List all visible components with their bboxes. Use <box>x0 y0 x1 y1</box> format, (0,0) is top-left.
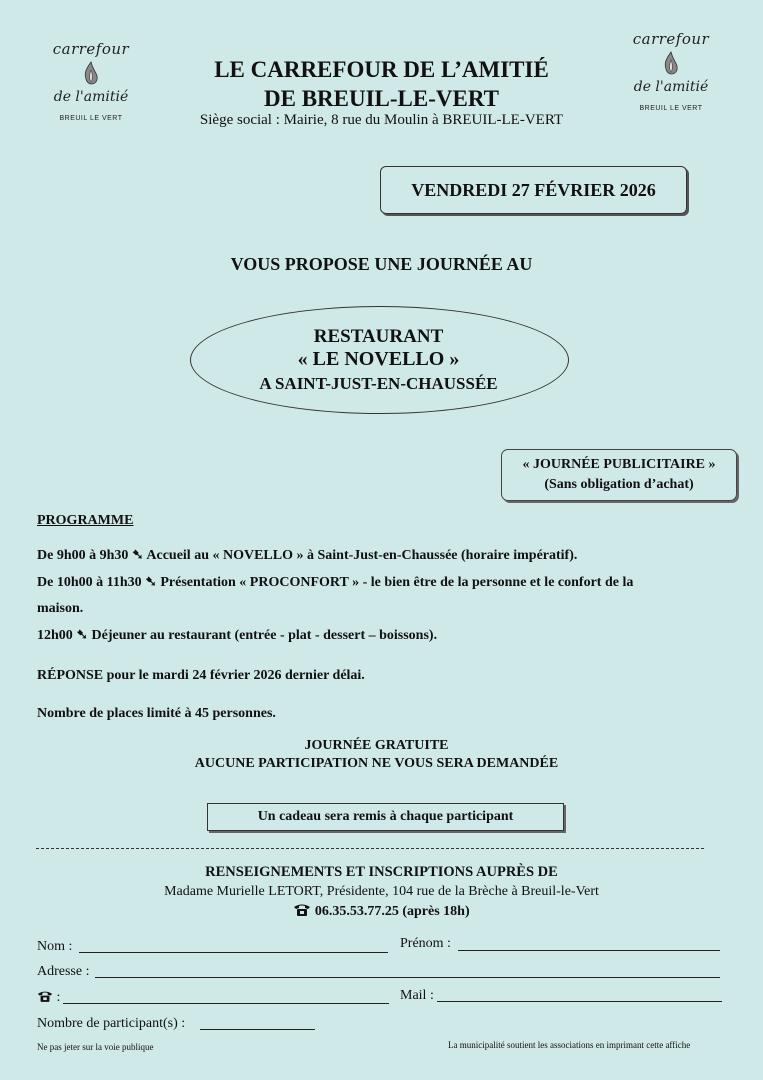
nom-label: Nom : <box>37 939 73 954</box>
nom-input-line[interactable] <box>79 952 388 953</box>
participants-label: Nombre de participant(s) : <box>37 1016 186 1031</box>
publicity-subtitle: (Sans obligation d’achat) <box>544 477 694 492</box>
programme-text: Déjeuner au restaurant (entrée - plat - dessert – boissons). <box>91 628 438 643</box>
response-deadline: RÉPONSE pour le mardi 24 février 2026 dernier délai. <box>37 668 365 683</box>
arrow-icon: ➷ <box>145 575 157 590</box>
publicity-title: « JOURNÉE PUBLICITAIRE » <box>522 457 716 472</box>
page-title-line1: LE CARREFOUR DE L’AMITIÉ <box>214 57 549 82</box>
adresse-label: Adresse : <box>37 964 90 979</box>
logo-text-bottom: de l'amitié <box>633 79 709 95</box>
programme-time: 12h00 <box>37 628 73 643</box>
logo-text-bottom: de l'amitié <box>53 89 129 105</box>
mail-input-line[interactable] <box>437 1001 722 1002</box>
prenom-input-line[interactable] <box>458 950 720 951</box>
arrow-icon: ➷ <box>76 628 89 643</box>
programme-time: De 9h00 à 9h30 <box>37 548 129 563</box>
proposal-heading: VOUS PROPOSE UNE JOURNÉE AU <box>230 254 533 274</box>
contact-person <box>0 884 763 900</box>
participants-input-line[interactable] <box>200 1029 315 1030</box>
contact-person-text: Madame Murielle LETORT, Présidente, 104 rue de la Brèche à Breuil-le-Vert <box>164 884 599 899</box>
headquarters-address: Siège social : Mairie, 8 rue du Moulin à BREUIL-LE-VERT <box>199 112 564 128</box>
programme-heading: PROGRAMME <box>37 513 134 528</box>
programme-item <box>37 627 437 644</box>
mail-label: Mail : <box>400 988 434 1003</box>
publicity-notice-box <box>501 449 737 501</box>
contact-phone <box>0 903 763 920</box>
free-day-line2: AUCUNE PARTICIPATION NE VOUS SERA DEMANDÉE <box>194 756 559 771</box>
event-date-box: VENDREDI 27 FÉVRIER 2026 <box>380 166 687 214</box>
footer-left-note: Ne pas jeter sur la voie publique <box>37 1042 154 1052</box>
free-day-line1: JOURNÉE GRATUITE <box>304 738 449 753</box>
programme-text: Présentation « PROCONFORT » - le bien être de la personne et le confort de la <box>160 575 634 590</box>
page-title-line2: DE BREUIL-LE-VERT <box>264 86 499 111</box>
tel-colon: : <box>56 990 61 1005</box>
places-limit: Nombre de places limité à 45 personnes. <box>37 706 276 721</box>
phone-icon <box>293 903 311 917</box>
tel-label <box>37 990 60 1006</box>
contact-phone-number: 06.35.53.77.25 (après 18h) <box>314 904 470 919</box>
arrow-icon: ➷ <box>131 548 144 563</box>
restaurant-name: « LE NOVELLO » <box>297 348 460 370</box>
programme-item <box>37 547 577 564</box>
programme-text-continued: maison. <box>37 601 84 616</box>
prenom-label: Prénom : <box>400 936 451 951</box>
programme-item <box>37 574 633 591</box>
restaurant-location: A SAINT-JUST-EN-CHAUSSÉE <box>259 374 498 393</box>
adresse-input-line[interactable] <box>95 977 720 978</box>
programme-text: Accueil au « NOVELLO » à Saint-Just-en-Chaussée (horaire impératif). <box>146 548 578 563</box>
logo-text-top: carrefour <box>52 40 130 58</box>
gift-notice-box: Un cadeau sera remis à chaque participant <box>207 803 564 831</box>
logo-text-top: carrefour <box>632 30 710 48</box>
logo-text-town: BREUIL LE VERT <box>639 105 703 112</box>
logo-text-town: BREUIL LE VERT <box>59 115 123 122</box>
footer-right-note: La municipalité soutient les associations en imprimant cette affiche <box>448 1040 691 1050</box>
restaurant-label: RESTAURANT <box>313 326 444 347</box>
tel-input-line[interactable] <box>63 1003 389 1004</box>
programme-time: De 10h00 à 11h30 <box>37 575 142 590</box>
cut-line <box>36 848 704 849</box>
contact-heading: RENSEIGNEMENTS ET INSCRIPTIONS AUPRÈS DE <box>205 864 558 880</box>
phone-icon <box>37 990 53 1003</box>
